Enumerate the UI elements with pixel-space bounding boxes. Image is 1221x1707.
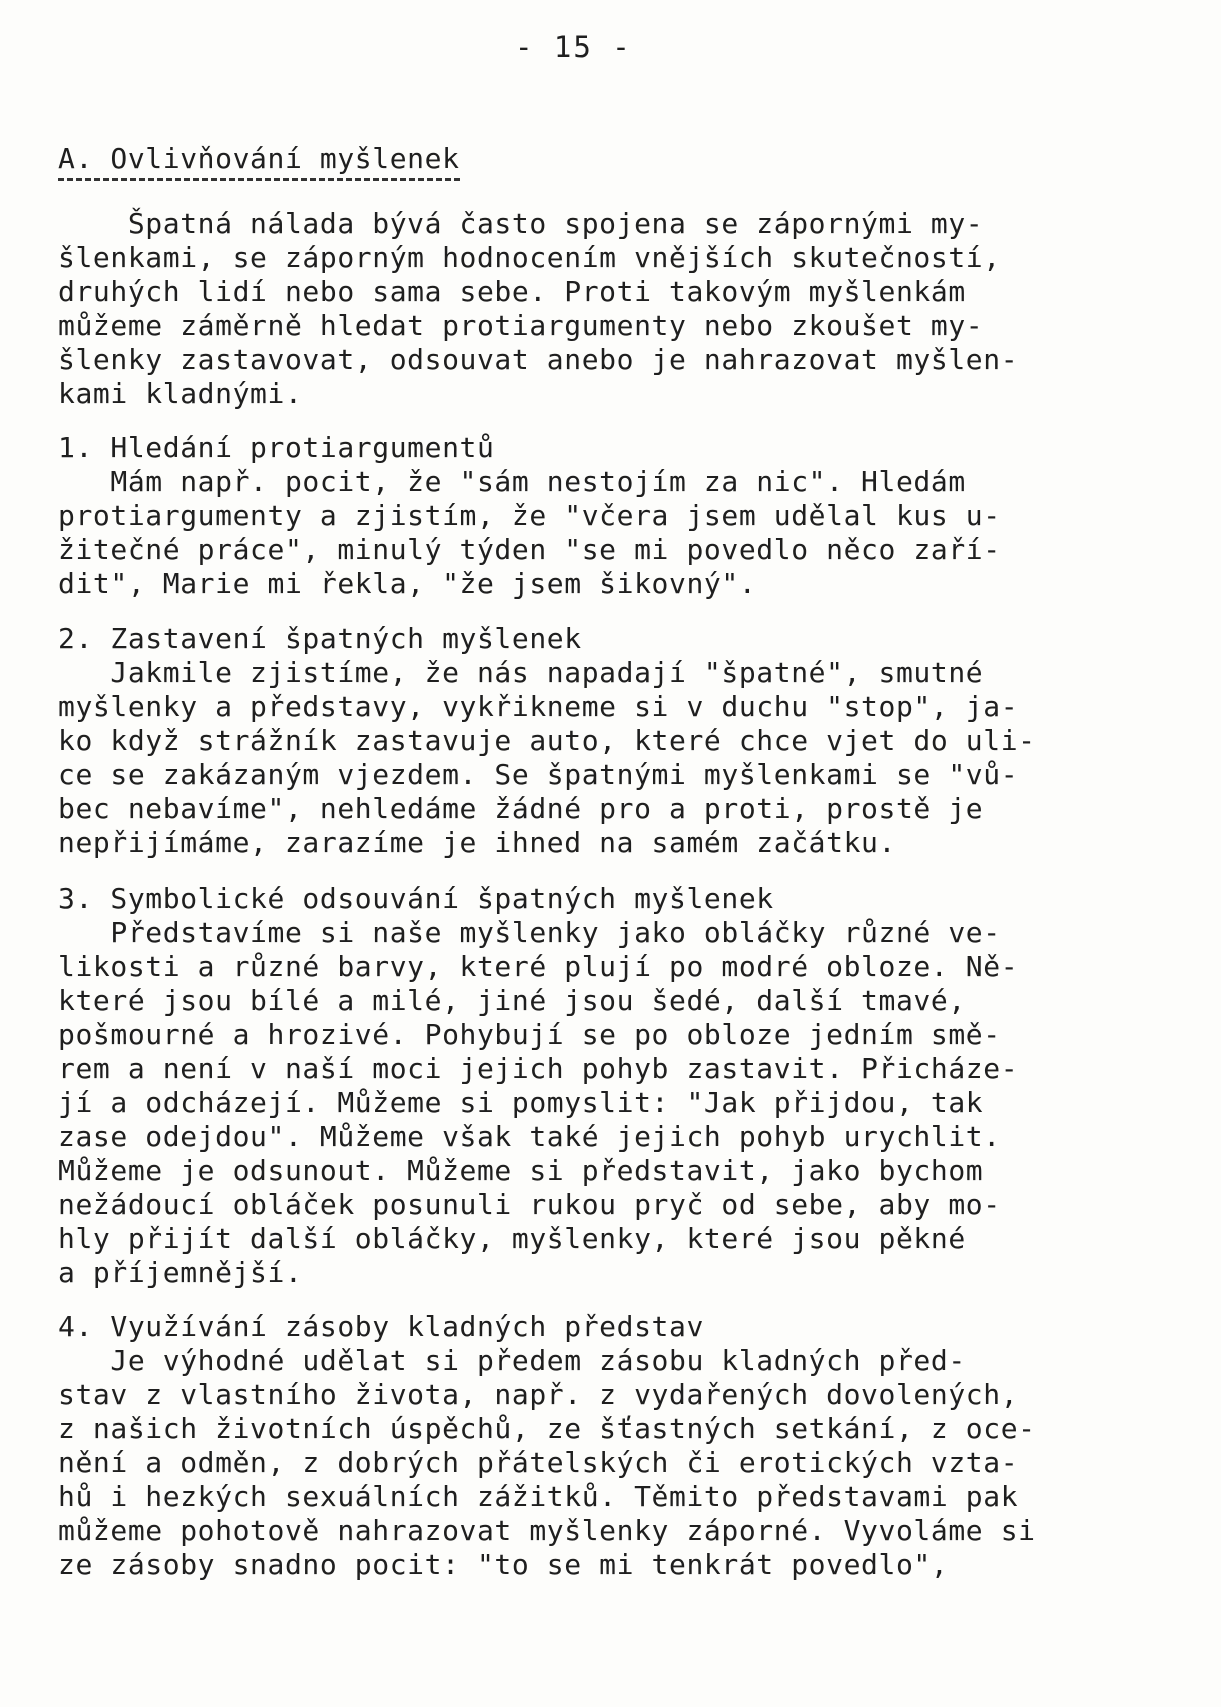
text-line: nění a odměn, z dobrých přátelských či erotických vzta- [58, 1446, 1019, 1479]
text-line: Můžeme je odsunout. Můžeme si představit, jako bychom [58, 1154, 984, 1187]
text-line: hů i hezkých sexuálních zážitků. Těmito představami pak [58, 1480, 1019, 1513]
text-line: které jsou bílé a milé, jiné jsou šedé, další tmavé, [58, 984, 966, 1017]
subsection-heading: 1. Hledání protiargumentů [58, 431, 495, 464]
text-line: šlenky zastavovat, odsouvat anebo je nahrazovat myšlen- [58, 343, 1019, 376]
text-line: ce se zakázaným vjezdem. Se špatnými myšlenkami se "vů- [58, 758, 1019, 791]
page-number: - 15 - [515, 30, 632, 64]
text-line: nepřijímáme, zarazíme je ihned na samém začátku. [58, 826, 896, 859]
text-line: rem a není v naší moci jejich pohyb zastavit. Přicháze- [58, 1052, 1019, 1085]
text-line: žitečné práce", minulý týden "se mi povedlo něco zaří- [58, 533, 1001, 566]
text-line: a příjemnější. [58, 1256, 303, 1289]
text-line: bec nebavíme", nehledáme žádné pro a proti, prostě je [58, 792, 984, 825]
text-line: likosti a různé barvy, které plují po modré obloze. Ně- [58, 950, 1019, 983]
subsection-heading: 4. Využívání zásoby kladných představ [58, 1310, 704, 1343]
text-line: nežádoucí obláček posunuli rukou pryč od sebe, aby mo- [58, 1188, 1001, 1221]
text-line: dit", Marie mi řekla, "že jsem šikovný". [58, 567, 757, 600]
text-line: Mám např. pocit, že "sám nestojím za nic". Hledám [58, 465, 966, 498]
text-line: z našich životních úspěchů, ze šťastných setkání, z oce- [58, 1412, 1036, 1445]
text-line: můžeme záměrně hledat protiargumenty nebo zkoušet my- [58, 309, 984, 342]
text-line: myšlenky a představy, vykřikneme si v duchu "stop", ja- [58, 690, 1019, 723]
text-line: pošmourné a hrozivé. Pohybují se po obloze jedním smě- [58, 1018, 1001, 1051]
subsection-heading: 2. Zastavení špatných myšlenek [58, 622, 582, 655]
section-heading: A. Ovlivňování myšlenek [58, 142, 460, 181]
text-line: ko když strážník zastavuje auto, které chce vjet do uli- [58, 724, 1036, 757]
text-line: Je výhodné udělat si předem zásobu kladných před- [58, 1344, 966, 1377]
text-line: jí a odcházejí. Můžeme si pomyslit: "Jak přijdou, tak [58, 1086, 984, 1119]
text-line: šlenkami, se záporným hodnocením vnějších skutečností, [58, 241, 1001, 274]
text-line: protiargumenty a zjistím, že "včera jsem udělal kus u- [58, 499, 1001, 532]
text-line: zase odejdou". Můžeme však také jejich pohyb urychlit. [58, 1120, 1001, 1153]
text-line: kami kladnými. [58, 377, 303, 410]
text-line: Špatná nálada bývá často spojena se zápornými my- [58, 207, 984, 240]
text-line: ze zásoby snadno pocit: "to se mi tenkrát povedlo", [58, 1548, 949, 1581]
text-line: hly přijít další obláčky, myšlenky, které jsou pěkné [58, 1222, 966, 1255]
text-line: můžeme pohotově nahrazovat myšlenky záporné. Vyvoláme si [58, 1514, 1036, 1547]
text-line: Představíme si naše myšlenky jako obláčky různé ve- [58, 916, 1001, 949]
text-line: druhých lidí nebo sama sebe. Proti takovým myšlenkám [58, 275, 966, 308]
text-line: stav z vlastního života, např. z vydařených dovolených, [58, 1378, 1019, 1411]
subsection-heading: 3. Symbolické odsouvání špatných myšlenek [58, 882, 774, 915]
text-line: Jakmile zjistíme, že nás napadají "špatné", smutné [58, 656, 984, 689]
